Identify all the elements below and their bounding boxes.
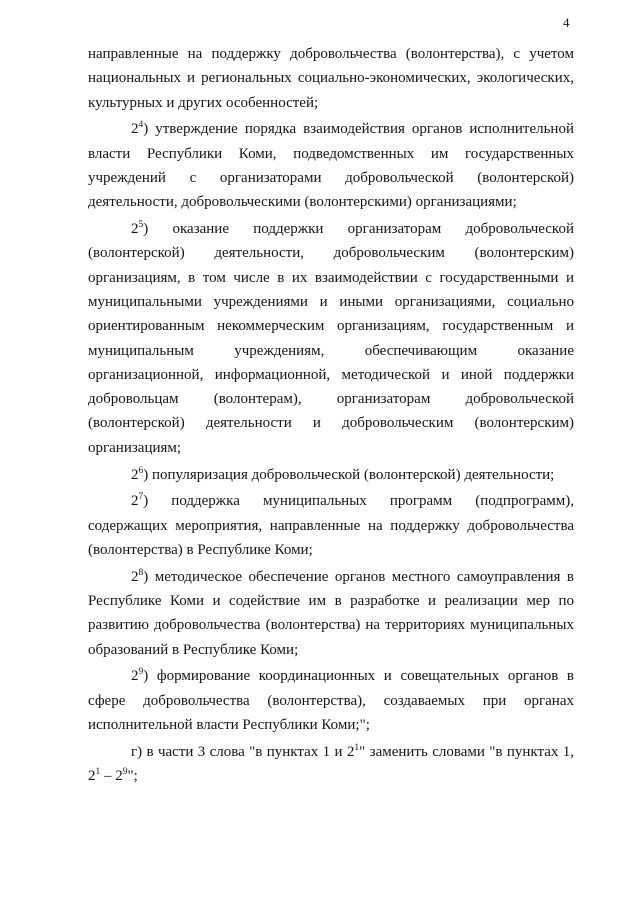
page-number: 4 [563, 15, 570, 30]
superscript: 7 [138, 492, 144, 503]
text-line [88, 314, 574, 338]
text-segment: деятельности, добровольческими (волонтерскими) организациями; [88, 194, 517, 211]
text-segment: "; [127, 768, 138, 785]
text-line [88, 436, 574, 460]
superscript: 1 [354, 742, 360, 753]
text-line [88, 42, 574, 66]
text-line [88, 613, 574, 637]
paragraph [88, 740, 574, 789]
text-line [88, 339, 574, 363]
text-segment: (волонтерства) в Республике Коми; [88, 541, 313, 558]
text-line [88, 764, 574, 788]
text-line [88, 217, 574, 241]
text-segment: 2 [131, 121, 139, 138]
text-segment: ) популяризация добровольческой (волонтерской) деятельности; [143, 466, 555, 483]
text-segment: ориентированным некоммерческим организациям, государственным и [88, 318, 574, 335]
superscript: 8 [138, 567, 144, 578]
text-line [88, 664, 574, 688]
text-line [88, 166, 574, 190]
text-segment: ) утверждение порядка взаимодействия органов исполнительной [143, 121, 574, 138]
text-segment: Республике Коми и содействие им в разработке и реализации мер по [88, 593, 574, 610]
text-line [88, 411, 574, 435]
text-line [88, 565, 574, 589]
text-line [88, 463, 574, 487]
paragraph [88, 565, 574, 662]
text-segment: 2 [131, 493, 139, 510]
paragraph [88, 489, 574, 562]
text-line [88, 117, 574, 141]
text-segment: добровольцам (волонтерам), организаторам добровольческой [88, 391, 574, 408]
text-segment: учреждений с организаторами добровольческой (волонтерской) [88, 169, 574, 186]
text-segment: власти Республики Коми, подведомственных им государственных [88, 145, 574, 162]
superscript: 1 [95, 767, 101, 778]
text-segment: муниципальным учреждениям, обеспечивающим оказание [88, 342, 574, 359]
text-segment: 2 [88, 768, 96, 785]
text-line [88, 689, 574, 713]
text-line [88, 290, 574, 314]
superscript: 9 [122, 767, 128, 778]
text-line [88, 638, 574, 662]
text-segment: 2 [131, 221, 139, 238]
text-line [88, 190, 574, 214]
text-segment: ) поддержка муниципальных программ (подпрограмм), [143, 493, 574, 510]
paragraph [88, 664, 574, 737]
text-segment: национальных и региональных социально-экономических, экологических, [88, 70, 574, 87]
text-segment: 2 [131, 568, 139, 585]
text-segment: 2 [131, 668, 139, 685]
text-line [88, 363, 574, 387]
paragraph [88, 117, 574, 214]
superscript: 9 [138, 667, 144, 678]
text-line [88, 740, 574, 764]
document-body [88, 42, 574, 791]
text-line [88, 66, 574, 90]
text-segment: развитию добровольчества (волонтерства) на территориях муниципальных [88, 617, 574, 634]
paragraph [88, 463, 574, 487]
text-segment: организациям; [88, 439, 182, 456]
text-segment: г) в части 3 слова "в пунктах 1 и 2 [131, 743, 355, 760]
paragraph [88, 42, 574, 115]
superscript: 4 [138, 120, 144, 131]
text-segment: 2 [131, 466, 139, 483]
text-line [88, 489, 574, 513]
text-segment: содержащих мероприятия, направленные на поддержку добровольчества [88, 517, 574, 534]
text-line [88, 266, 574, 290]
text-line [88, 538, 574, 562]
text-segment: (волонтерской) деятельности, добровольческим (волонтерским) [88, 245, 574, 262]
text-segment: направленные на поддержку добровольчества (волонтерства), с учетом [88, 46, 574, 62]
superscript: 6 [138, 465, 144, 476]
text-segment: организационной, информационной, методической и иной поддержки [88, 366, 574, 383]
text-line [88, 142, 574, 166]
paragraph [88, 217, 574, 460]
superscript: 5 [138, 220, 144, 231]
text-segment: ) методическое обеспечение органов местного самоуправления в [143, 568, 574, 585]
text-line [88, 589, 574, 613]
text-segment: ) формирование координационных и совещательных органов в [143, 668, 574, 685]
text-segment: культурных и других особенностей; [88, 94, 319, 111]
text-segment: организациям, в том числе в их взаимодействии с государственными и [88, 269, 574, 286]
text-line [88, 514, 574, 538]
text-segment: ) оказание поддержки организаторам добровольческой [143, 221, 574, 238]
text-segment: исполнительной власти Республики Коми;"; [88, 717, 370, 734]
text-segment: " заменить словами "в пунктах 1, [359, 743, 574, 760]
text-line [88, 91, 574, 115]
text-line [88, 241, 574, 265]
text-line [88, 387, 574, 411]
text-segment: сфере добровольчества (волонтерства), создаваемых при органах [88, 692, 574, 709]
text-segment: муниципальными учреждениями и иными организациями, социально [88, 293, 574, 310]
text-line [88, 713, 574, 737]
text-segment: образований в Республике Коми; [88, 641, 299, 658]
text-segment: (волонтерской) деятельности и добровольческим (волонтерским) [88, 415, 574, 432]
text-segment: – 2 [100, 768, 123, 785]
